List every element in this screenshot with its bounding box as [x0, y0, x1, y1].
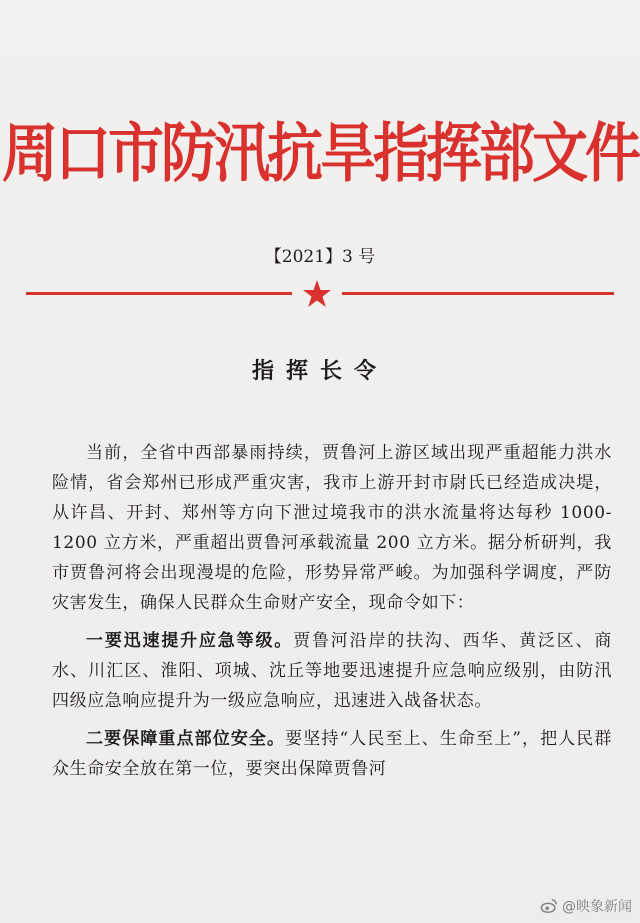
- watermark-text: @映象新闻: [562, 899, 632, 915]
- paragraph-text: 贾鲁河沿岸的扶沟、西华、黄泛区、商水、川汇区、淮阳、项城、沈丘等地要迅速提升应急响应级别，由防汛四级应急响应提升为一级应急响应，迅速进入战备状态。: [52, 631, 612, 711]
- paragraph-text: 当前，全省中西部暴雨持续，贾鲁河上游区域出现严重超能力洪水险情，省会郑州已形成严重灾害，我市上游开封市尉氏已经造成决堤，从许昌、开封、郑州等方向下泄过境我市的洪水流量将达每秒 1000-1200 立方米，严重超出贾鲁河承载流量 200 立方米。据分析研判，我市贾鲁河将会出现漫堤的危险，形势异常严峻。为加强科学调度，严防灾害发生，确保人民群众生命财产安全，现命令如下：: [52, 443, 612, 613]
- paragraph: [52, 724, 612, 784]
- divider-line-left: [26, 292, 292, 295]
- red-divider: [26, 278, 614, 308]
- document-body: [52, 438, 612, 792]
- paragraph: [52, 438, 612, 618]
- paragraph-lead: 二要保障重点部位安全。: [86, 729, 286, 749]
- paragraph: [52, 626, 612, 716]
- paragraph-text: 要坚持“人民至上、生命至上”，把人民群众生命安全放在第一位，要突出保障贾鲁河: [52, 729, 613, 779]
- divider-line-right: [342, 292, 614, 295]
- red-star-icon: [302, 279, 332, 309]
- weibo-watermark: [540, 895, 632, 917]
- paragraph-lead: 一要迅速提升应急等级。: [86, 631, 294, 651]
- weibo-logo-icon: [540, 897, 558, 915]
- document-header-title: 周口市防汛抗旱指挥部文件: [2, 116, 638, 192]
- order-title: 指挥长令: [251, 359, 388, 384]
- document-number: 【2021】3 号: [264, 247, 376, 267]
